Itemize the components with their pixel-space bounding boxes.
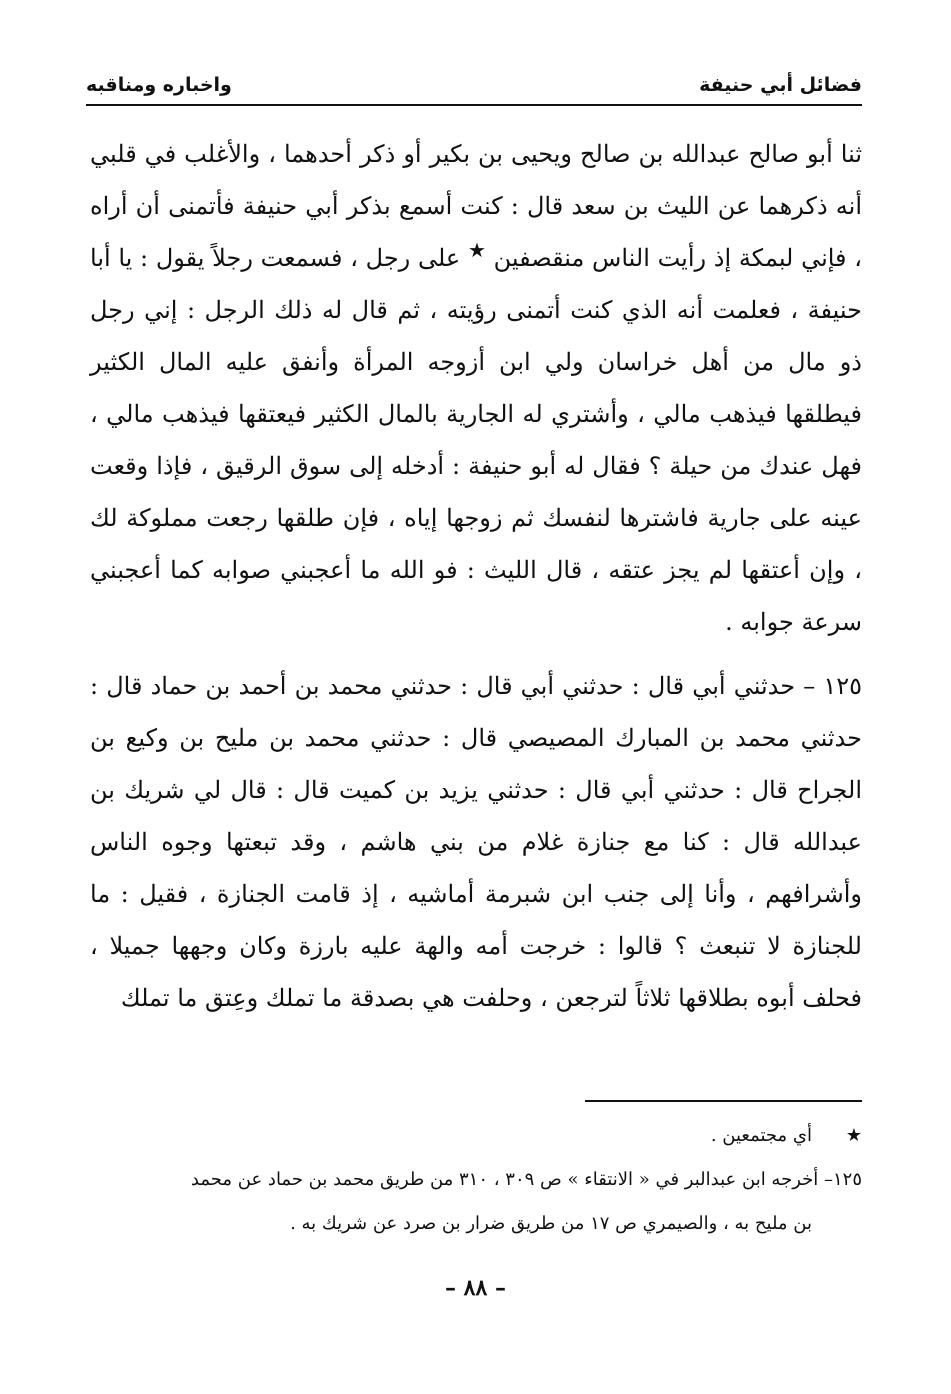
- footnote-125-line-1: ١٢٥– أخرجه ابن عبدالبر في « الانتقاء » ص ٣٠٩ ، ٣١٠ من طريق محمد بن حماد عن محمد: [190, 1169, 862, 1190]
- header-section-title: واخباره ومناقبه: [86, 74, 232, 96]
- footnote-star-symbol: ★: [845, 1125, 862, 1146]
- footnote-star: [90, 1114, 862, 1158]
- footnote-rule: [585, 1100, 862, 1102]
- footnote-star-text: أي مجتمعين .: [710, 1125, 812, 1146]
- header-book-title: فضائل أبي حنيفة: [699, 74, 862, 96]
- paragraph-125: ١٢٥ – حدثني أبي قال : حدثني أبي قال : حدثني محمد بن أحمد بن حماد قال : حدثني محمد بن المبارك المصيصي قال : حدثني محمد بن مليح بن وكيع بن الجراح قال : حدثني أبي قال : حدثني يزيد بن كميت قال : قال لي شريك بن عبدالله قال : كنا مع جنازة غلام من بني هاشم ، وقد تبعتها وجوه الناس وأشرافهم ، وأنا إلى جنب ابن شبرمة أماشيه ، إذ قامت الجنازة ، فقيل : ما للجنازة لا تنبعث ؟ قالوا : خرجت أمه والهة عليه بارزة وكان وجهها جميلا ، فحلف أبوه بطلاقها ثلاثاً لترجعن ، وحلفت هي بصدقة ما تملك وعِتق ما تملك: [90, 672, 862, 1012]
- header-rule: [86, 104, 862, 106]
- page-number: – ٨٨ –: [445, 1275, 506, 1301]
- footnote-125: [90, 1158, 862, 1246]
- running-header: [86, 70, 862, 100]
- paragraph-1-text: ثنا أبو صالح عبدالله بن صالح ويحيى بن بكير أو ذكر أحدهما ، والأغلب في قلبي أنه ذكرهما عن الليث بن سعد قال : كنت أسمع بذكر أبي حنيفة فأتمنى أن أراه ، فإني لبمكة إذ رأيت الناس منقصفين: [90, 140, 862, 272]
- footnote-star-marker: ★: [467, 238, 486, 262]
- paragraph-1-continuation: على رجل ، فسمعت رجلاً يقول : يا أبا حنيفة ، فعلمت أنه الذي كنت أتمنى رؤيته ، ثم قال له ذلك الرجل : إني رجل ذو مال من أهل خراسان ولي ابن أزوجه المرأة وأنفق عليه المال الكثير فيطلقها فيذهب مالي ، وأشتري له الجارية بالمال الكثير فيعتقها فيذهب مالي ، فهل عندك من حيلة ؟ فقال له أبو حنيفة : أدخله إلى سوق الرقيق ، فإذا وقعت عينه على جارية فاشترها لنفسك ثم زوجها إياه ، فإن طلقها رجعت مملوكة لك ، وإن أعتقها لم يجز عتقه ، قال الليث : فو الله ما أعجبني صوابه كما أعجبني سرعة جوابه .: [90, 244, 862, 636]
- paragraph-narration: [90, 128, 862, 648]
- main-text: [90, 128, 862, 1024]
- footnote-125-line-2: بن مليح به ، والصيمري ص ١٧ من طريق ضرار بن صرد عن شريك به .: [290, 1213, 812, 1234]
- footnotes: [90, 1114, 862, 1246]
